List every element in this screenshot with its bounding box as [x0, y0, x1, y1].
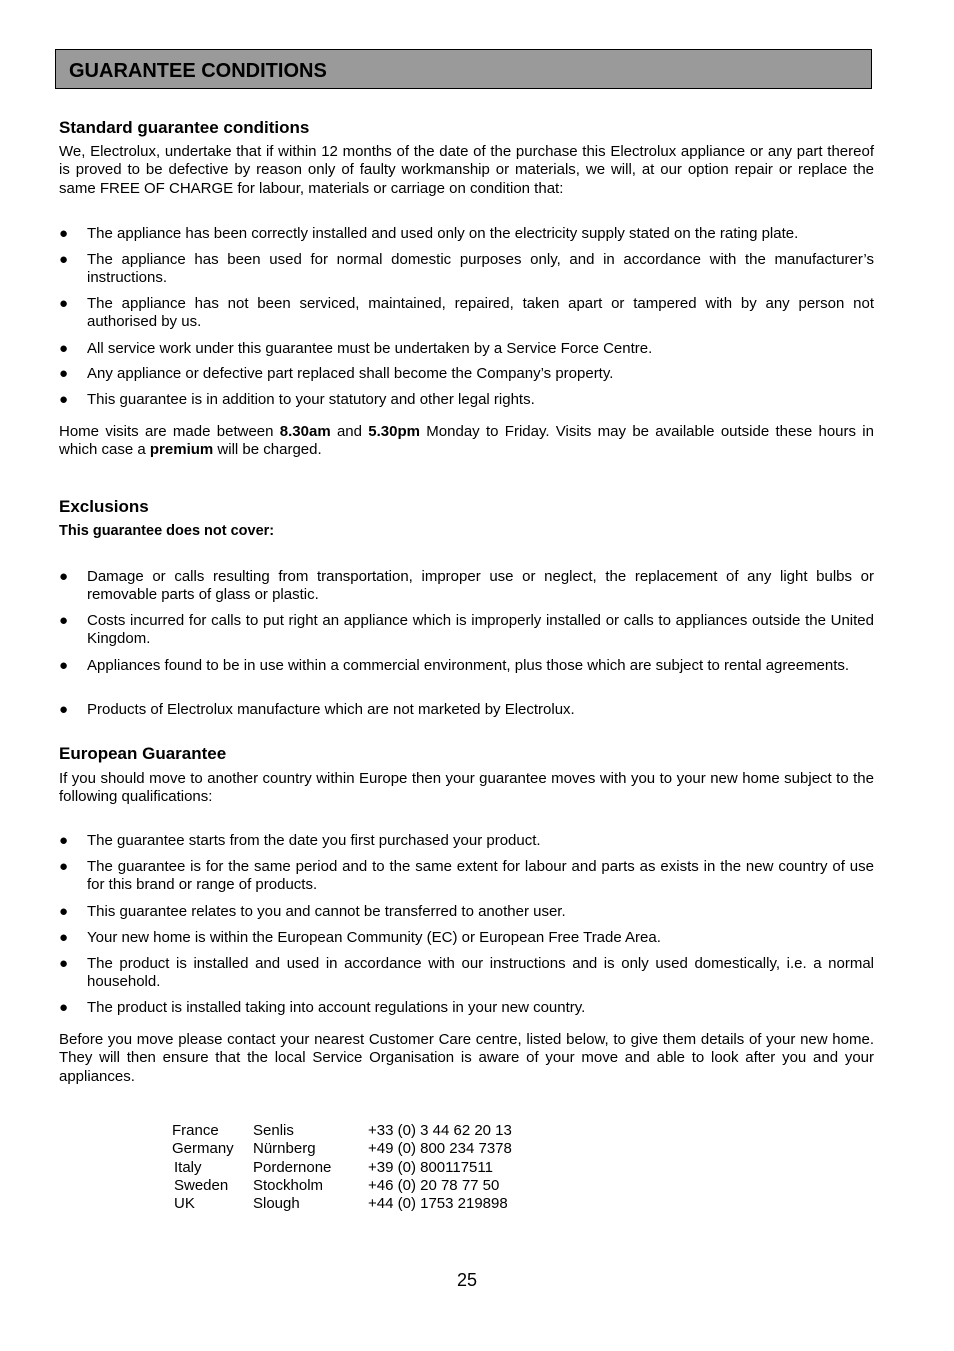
visits-text: will be charged. [213, 441, 322, 459]
bullet-dot-icon: ● [59, 365, 69, 382]
exclusions-bullet-item [59, 657, 874, 675]
bullet-dot-icon: ● [59, 391, 69, 408]
contact-country: Germany [172, 1140, 234, 1158]
contact-city: Pordernone [253, 1158, 332, 1176]
bullet-text: The appliance has been used for normal domestic purposes only, and in accordance with the manufacturer’s instructions. [87, 251, 874, 287]
bullet-dot-icon: ● [59, 568, 69, 585]
visits-premium: premium [149, 441, 214, 459]
visits-text: and [330, 423, 369, 440]
bullet-text: Costs incurred for calls to put right an appliance which is improperly installed or calls to appliances outside the United Kingdom. [87, 612, 874, 648]
bullet-text: The product is installed taking into account regulations in your new country. [87, 999, 586, 1016]
standard-bullet-item [59, 340, 874, 358]
contact-phone: +49 (0) 800 234 7378 [368, 1140, 512, 1158]
standard-bullet-item [59, 251, 874, 288]
bullet-text: The appliance has been correctly installed and used only on the electricity supply stated on the rating plate. [87, 225, 799, 242]
standard-bullet-item [59, 225, 874, 243]
standard-section-title: Standard guarantee conditions [59, 118, 310, 137]
visits-text: Home visits are made between [59, 423, 280, 440]
european-bullet-item [59, 832, 874, 850]
contact-phone: +44 (0) 1753 219898 [368, 1195, 508, 1213]
bullet-dot-icon: ● [59, 340, 69, 357]
page-title: GUARANTEE CONDITIONS [69, 60, 327, 82]
bullet-text: The guarantee starts from the date you first purchased your product. [87, 832, 541, 849]
contact-phone: +33 (0) 3 44 62 20 13 [368, 1122, 512, 1139]
contact-city: Slough [253, 1195, 300, 1213]
bullet-dot-icon: ● [59, 929, 69, 946]
european-closing-paragraph: Before you move please contact your nearest Customer Care centre, listed below, to give them details of your new home. They will then ensure that the local Service Organisation is aware of your move and able to look after you and your appliances. [59, 1031, 874, 1085]
contact-country: France [172, 1122, 219, 1139]
bullet-text: Damage or calls resulting from transportation, improper use or neglect, the replacement of any light bulbs or removable parts of glass or plastic. [87, 568, 874, 604]
contact-country: UK [174, 1195, 195, 1213]
contact-country: Italy [174, 1158, 202, 1176]
contact-phone: +46 (0) 20 78 77 50 [368, 1176, 500, 1194]
european-intro-paragraph: If you should move to another country within Europe then your guarantee moves with you to your new home subject to the following qualifications: [59, 770, 874, 806]
bullet-dot-icon: ● [59, 251, 69, 268]
visits-end-time: 5.30pm [368, 423, 420, 440]
european-bullet-item [59, 955, 874, 992]
header-bar [55, 49, 872, 89]
bullet-dot-icon: ● [59, 832, 69, 849]
european-bullet-item [59, 903, 874, 921]
contact-city: Senlis [253, 1122, 294, 1139]
exclusions-subtitle: This guarantee does not cover: [59, 523, 275, 539]
bullet-dot-icon: ● [59, 903, 69, 920]
contact-country: Sweden [174, 1176, 229, 1194]
visits-text: Monday to Friday. Visits may be available outside these hours in which case a [59, 423, 874, 459]
bullet-dot-icon: ● [59, 858, 69, 875]
bullet-dot-icon: ● [59, 955, 69, 972]
bullet-text: Appliances found to be in use within a commercial environment, plus those which are subject to rental agreements. [87, 657, 850, 674]
contact-city: Nürnberg [253, 1140, 316, 1158]
exclusions-bullet-item [59, 568, 874, 605]
bullet-text: The guarantee is for the same period and to the same extent for labour and parts as exists in the new country of use for this brand or range of products. [87, 858, 874, 894]
bullet-text: Products of Electrolux manufacture which are not marketed by Electrolux. [87, 701, 575, 718]
contact-city: Stockholm [253, 1176, 324, 1194]
bullet-dot-icon: ● [59, 612, 69, 629]
contact-phone: +39 (0) 800117511 [368, 1158, 493, 1176]
exclusions-bullet-item [59, 701, 874, 719]
visits-start-time: 8.30am [279, 423, 331, 440]
european-bullet-item [59, 929, 874, 947]
bullet-dot-icon: ● [59, 657, 69, 674]
standard-bullet-item [59, 295, 874, 332]
standard-bullet-item [59, 391, 874, 409]
bullet-text: Any appliance or defective part replaced shall become the Company’s property. [87, 365, 614, 382]
european-section-title: European Guarantee [59, 744, 227, 763]
european-bullet-item [59, 858, 874, 895]
bullet-dot-icon: ● [59, 225, 69, 242]
exclusions-bullet-item [59, 612, 874, 649]
standard-intro-paragraph: We, Electrolux, undertake that if within 12 months of the date of the purchase this Electrolux appliance or any part thereof is proved to be defective by reason only of faulty workmanship or materials, we will, at our option repair or replace the same FREE OF CHARGE for labour, materials or carriage on condition that: [59, 143, 874, 197]
exclusions-section-title: Exclusions [59, 497, 149, 516]
european-bullet-item [59, 999, 874, 1017]
bullet-dot-icon: ● [59, 295, 69, 312]
home-visits-paragraph [59, 423, 874, 460]
bullet-text: This guarantee is in addition to your statutory and other legal rights. [87, 391, 535, 408]
bullet-text: This guarantee relates to you and cannot be transferred to another user. [87, 903, 566, 920]
bullet-text: The appliance has not been serviced, maintained, repaired, taken apart or tampered with by any person not authorised by us. [87, 295, 874, 331]
bullet-dot-icon: ● [59, 999, 69, 1016]
standard-bullet-item [59, 365, 874, 383]
bullet-dot-icon: ● [59, 701, 69, 718]
bullet-text: All service work under this guarantee must be undertaken by a Service Force Centre. [87, 340, 653, 357]
bullet-text: Your new home is within the European Community (EC) or European Free Trade Area. [87, 929, 661, 946]
page-number: 25 [457, 1270, 478, 1290]
bullet-text: The product is installed and used in accordance with our instructions and is only used domestically, i.e. a normal household. [87, 955, 874, 991]
